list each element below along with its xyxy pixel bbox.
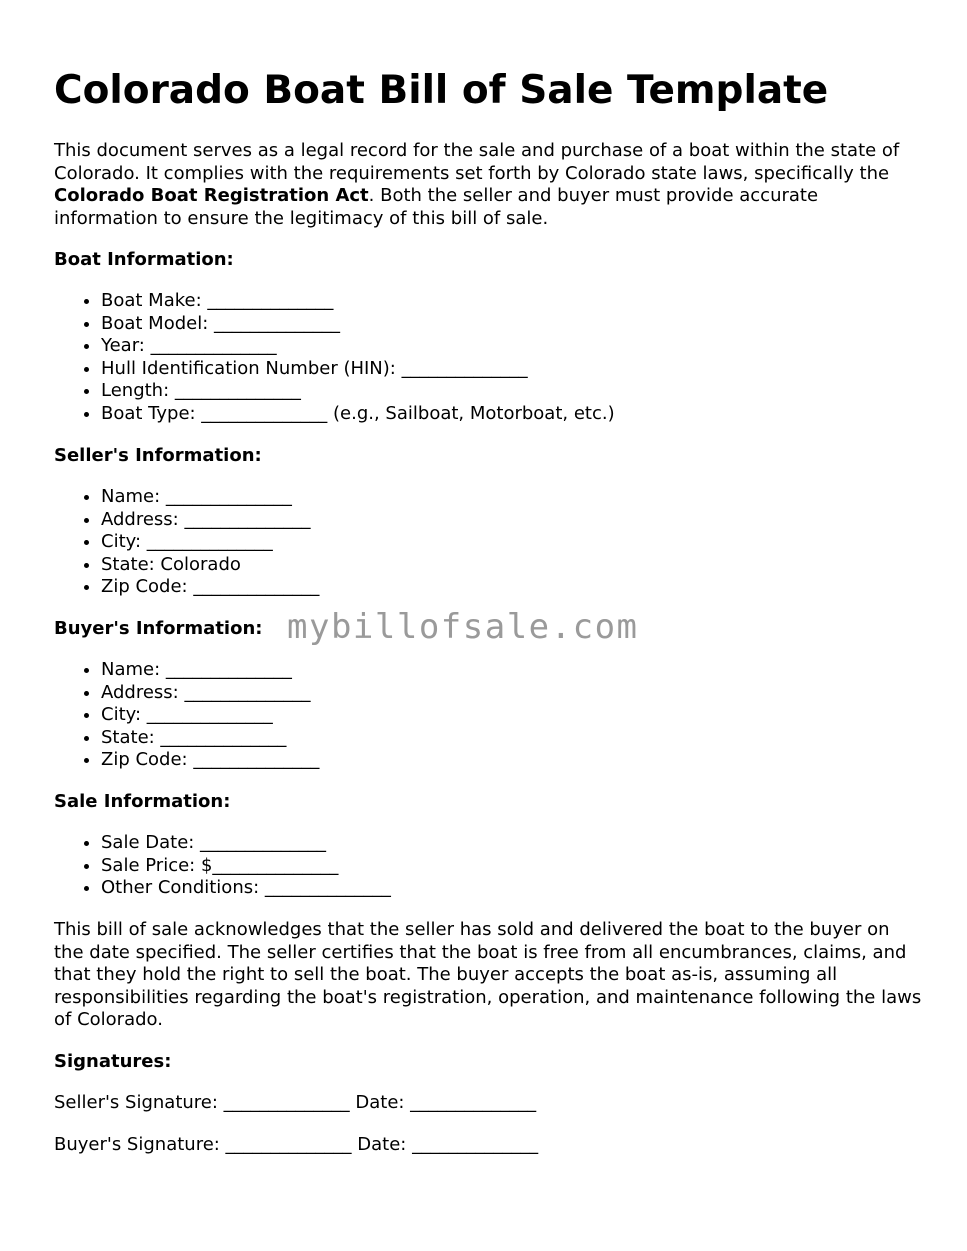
list-item: • Name: ______________ bbox=[101, 659, 319, 682]
list-item: • Address: ______________ bbox=[101, 509, 319, 532]
intro-text-end: . Both the seller and buyer must provide accurate information to ensure the legitimacy of this bill of sale. bbox=[54, 185, 819, 229]
list-item: • Other Conditions: ______________ bbox=[101, 877, 391, 900]
buyer-info-list bbox=[54, 659, 319, 772]
list-item: • Sale Price: $______________ bbox=[101, 855, 391, 878]
list-item: • City: ______________ bbox=[101, 531, 319, 554]
list-item: • City: ______________ bbox=[101, 704, 319, 727]
boat-info-list bbox=[54, 290, 615, 426]
list-item: • State: Colorado bbox=[101, 554, 319, 577]
list-item: • Sale Date: ______________ bbox=[101, 832, 391, 855]
list-item: • Name: ______________ bbox=[101, 486, 319, 509]
list-item: • Hull Identification Number (HIN): ______________ bbox=[101, 358, 615, 381]
seller-info-list bbox=[54, 486, 319, 599]
list-item: • Address: ______________ bbox=[101, 682, 319, 705]
boat-info-heading: Boat Information: bbox=[54, 249, 234, 270]
sale-info-heading: Sale Information: bbox=[54, 791, 231, 812]
list-item: • Zip Code: ______________ bbox=[101, 749, 319, 772]
signatures-heading: Signatures: bbox=[54, 1051, 172, 1072]
list-item: • Length: ______________ bbox=[101, 380, 615, 403]
list-item: • Boat Make: ______________ bbox=[101, 290, 615, 313]
buyer-info-heading: Buyer's Information: bbox=[54, 618, 263, 639]
seller-info-heading: Seller's Information: bbox=[54, 445, 262, 466]
watermark: mybillofsale.com bbox=[287, 607, 639, 647]
list-item: • State: ______________ bbox=[101, 727, 319, 750]
seller-signature-line: Seller's Signature: ______________ Date: ______________ bbox=[54, 1092, 537, 1113]
list-item: • Zip Code: ______________ bbox=[101, 576, 319, 599]
acknowledgment-paragraph: This bill of sale acknowledges that the seller has sold and delivered the boat to the buyer on the date specified. The seller certifies that the boat is free from all encumbrances, claims, and that they hold the right to sell the boat. The buyer accepts the boat as-is, assuming all responsibilities regarding the boat's registration, operation, and maintenance following the laws of Colorado. bbox=[54, 919, 922, 1031]
list-item: • Year: ______________ bbox=[101, 335, 615, 358]
intro-paragraph bbox=[54, 140, 924, 230]
page-title: Colorado Boat Bill of Sale Template bbox=[54, 68, 829, 113]
buyer-signature-line: Buyer's Signature: ______________ Date: ______________ bbox=[54, 1134, 539, 1155]
list-item: • Boat Model: ______________ bbox=[101, 313, 615, 336]
list-item: • Boat Type: ______________ (e.g., Sailboat, Motorboat, etc.) bbox=[101, 403, 615, 426]
intro-text-start: This document serves as a legal record for the sale and purchase of a boat within the state of Colorado. It complies with the requirements set forth by Colorado state laws, specifically the bbox=[54, 140, 900, 184]
intro-act-name: Colorado Boat Registration Act bbox=[54, 185, 369, 207]
sale-info-list bbox=[54, 832, 391, 900]
